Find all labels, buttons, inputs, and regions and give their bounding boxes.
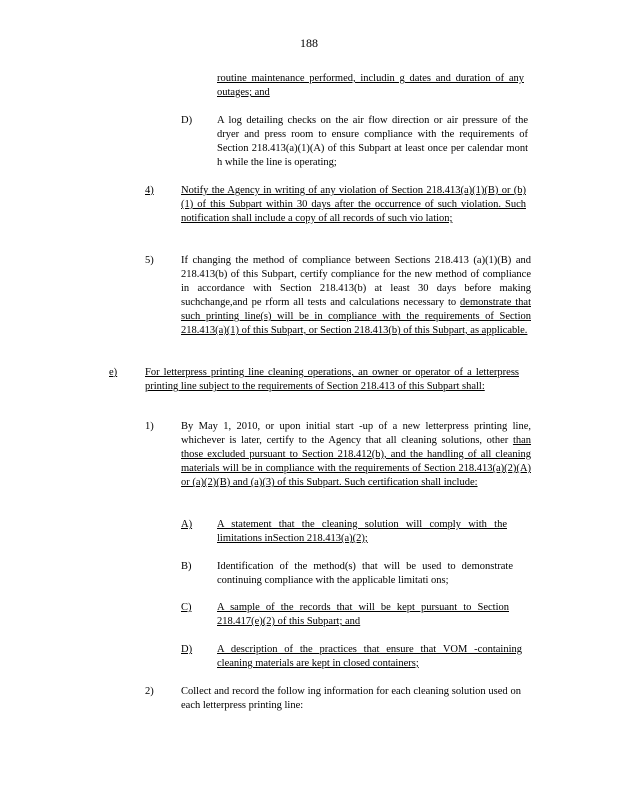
item-e1-text [181,420,531,490]
item-e2-text: Collect and record the follow ing information for each cleaning solution used on each letterpress printing line: [181,686,521,711]
sub-b-text: Identification of the method(s) that will be used to demonstrate continuing compliance with the applicable limitati ons; [217,561,513,586]
item-e1-text-underlined: than those excluded pursuant to Section 218.412(b), and the handling of all cleaning materials will be in compliance with the requirements of Section 218.413(a)(2)(A) or (a)(2)(B) and (a)(3) of this Subpart. Such certification shall include: [181,435,532,488]
sub-c-text: A sample of the records that will be kept pursuant to Section 218.417(e)(2) of this Subpart; and [217,602,509,627]
item-5-text-plain: If changing the method of compliance between Sections 218.413 (a)(1)(B) and 218.413(b) of this Subpart, certify compliance for the new method of compliance in accordance with Section 218.413(b) at least 30 days before making suchchange,and pe rform all tests and calculations necessary to [181,255,531,308]
sub-d-text: A description of the practices that ensure that VOM -containing cleaning materials are kept in closed containers; [217,644,522,669]
item-4-label: 4) [145,185,154,196]
sub-d-label: D) [181,644,193,655]
sub-b-label: B) [181,561,192,572]
sub-a-label: A) [181,519,193,530]
sub-c-label: C) [181,602,192,613]
item-5-text-underlined: demonstrate that such printing line(s) will be in compliance with the requirements of Section 218.413(a)(1) of this Subpart, or Section 218.413(b) of this Subpart, as applicable. [181,297,531,336]
sub-a-text: A statement that the cleaning solution will comply with the limitations inSection 218.413(a)(2); [217,519,507,544]
item-5-text [181,254,531,338]
item-e-text: For letterpress printing line cleaning operations, an owner or operator of a letterpress printing line subject to the requirements of Section 218.413 of this Subpart shall: [145,367,519,392]
item-e2-label: 2) [145,686,154,697]
item-d-text: A log detailing checks on the air flow direction or air pressure of the dryer and press room to ensure compliance with the requirements of Section 218.413(a)(1)(A) of this Subpart at least once per calendar mont h while the line is operating; [217,115,528,168]
item-e1-text-plain: By May 1, 2010, or upon initial start -up of a new letterpress printing line, whichever is later, certify to the Agency that all cleaning solutions, other [181,421,531,446]
item-d-label: D) [181,115,193,126]
item-e1-label: 1) [145,421,154,432]
item-e-label: e) [109,367,118,378]
page-number: 188 [300,36,318,50]
continuation-paragraph: routine maintenance performed, includin g dates and duration of any outages; and [217,73,524,98]
item-4-text: Notify the Agency in writing of any violation of Section 218.413(a)(1)(B) or (b)(1) of this Subpart within 30 days after the occurrence of such violation. Such notification shall include a copy of all records of such vio lation; [181,185,526,224]
item-5-label: 5) [145,255,154,266]
